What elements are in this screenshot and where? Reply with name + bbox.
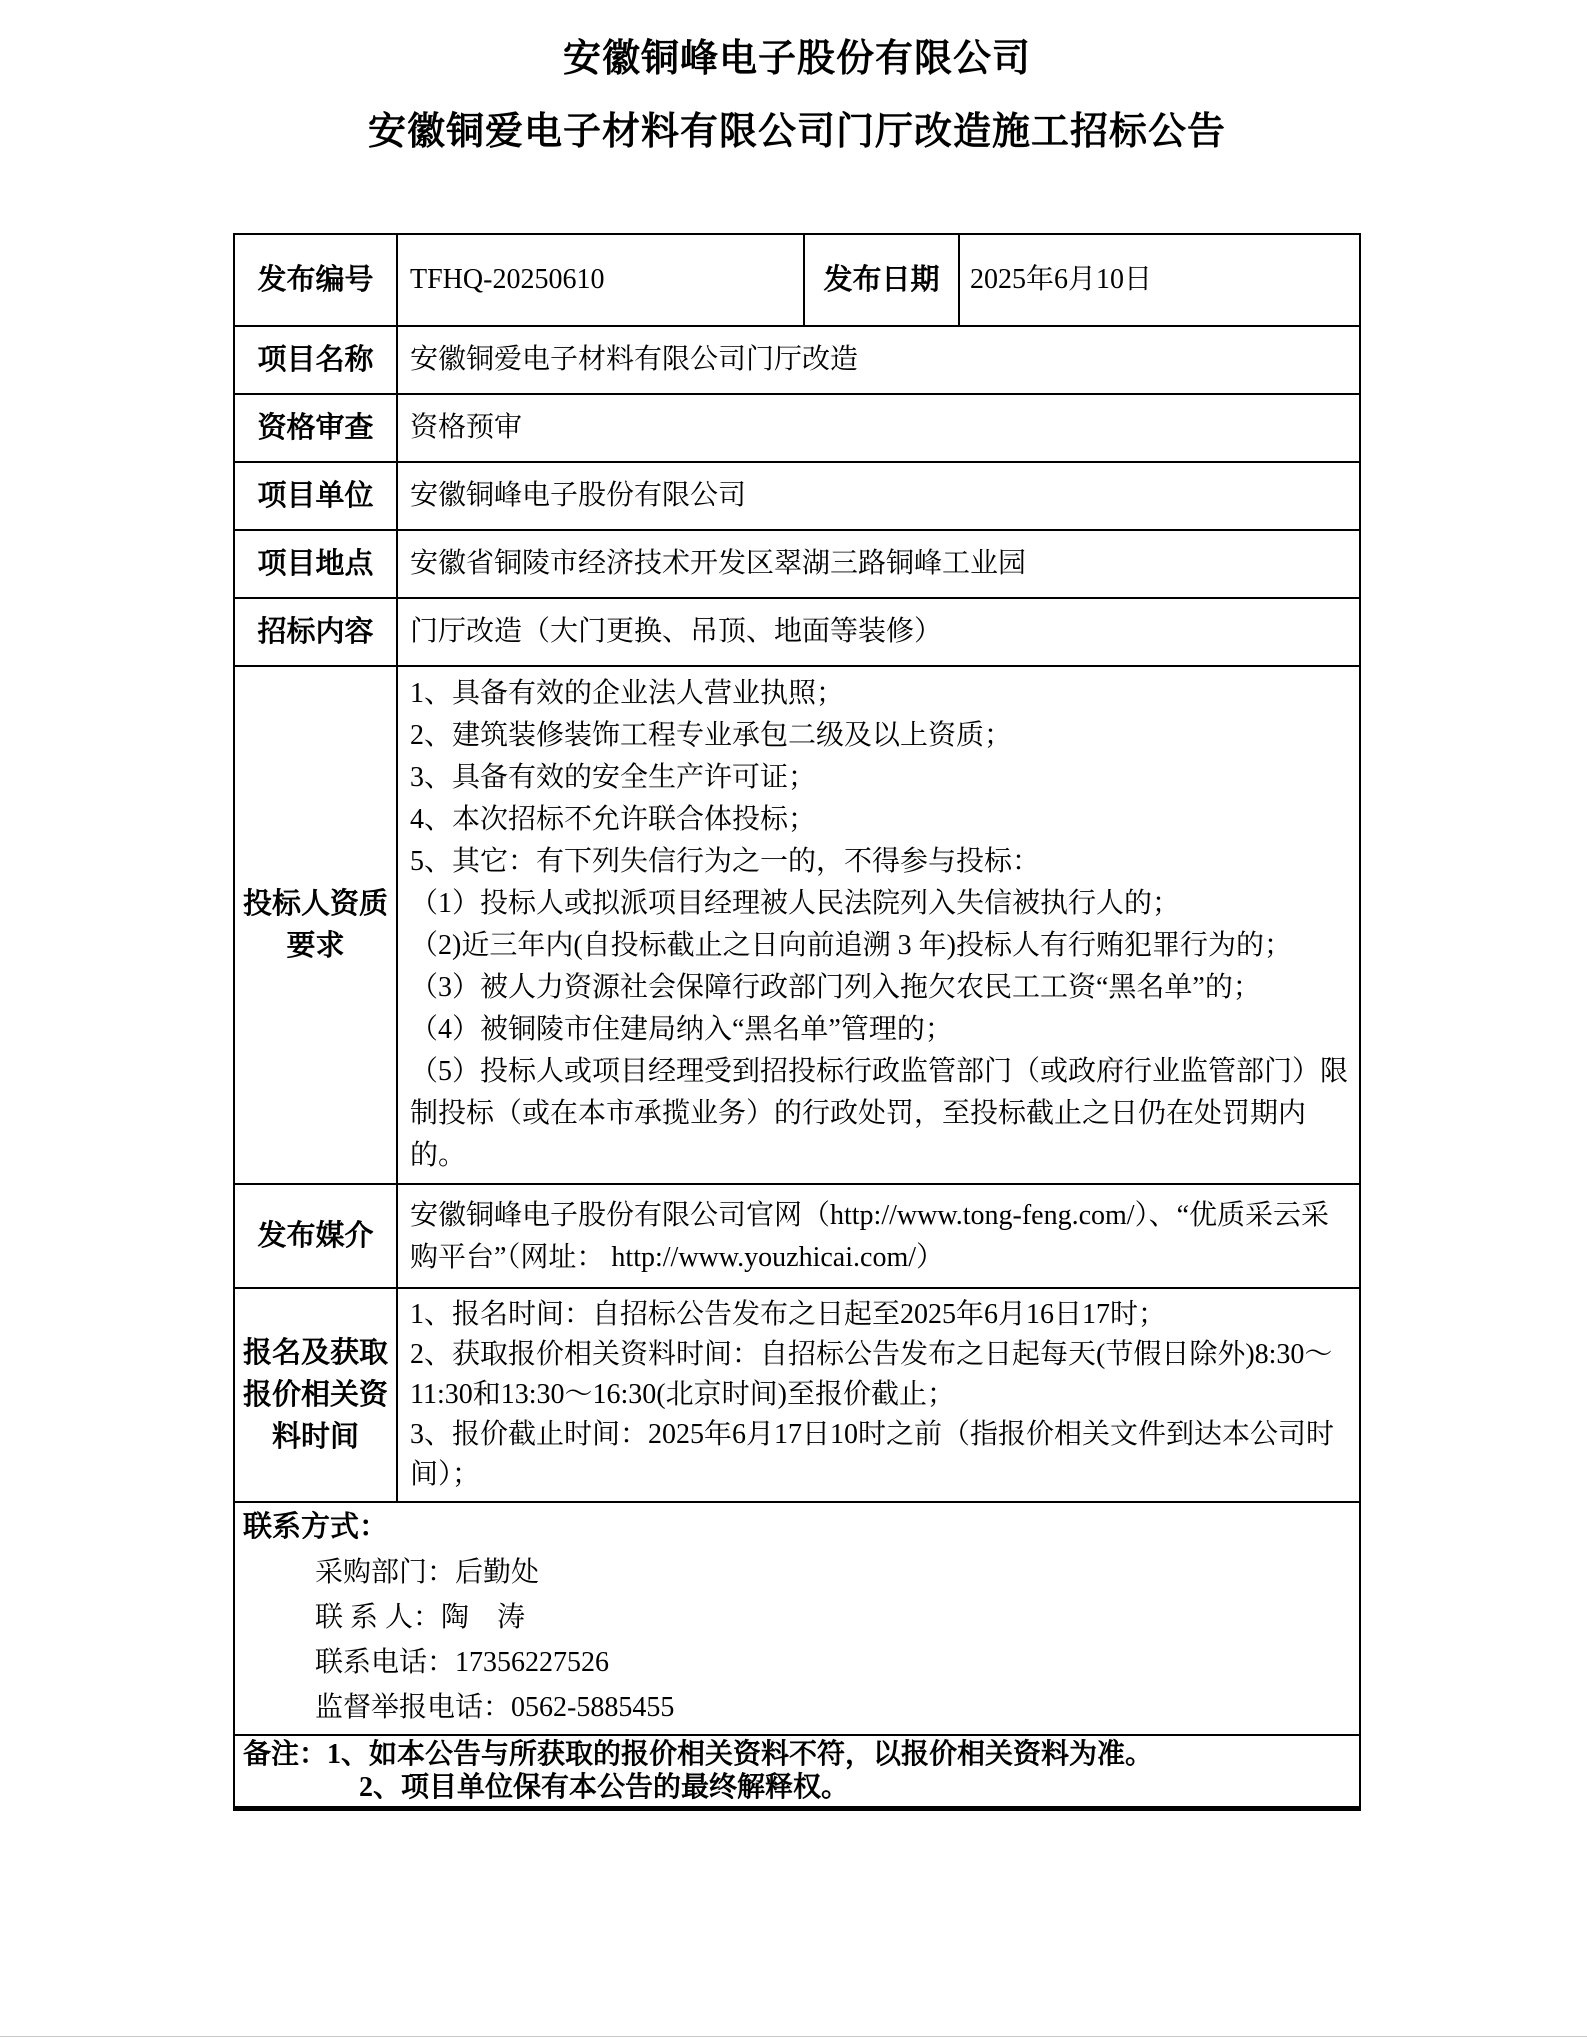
qualification-item: （2)近三年内(自投标截止之日向前追溯 3 年)投标人有行贿犯罪行为的； (410, 929, 1292, 961)
company-title: 安徽铜峰电子股份有限公司 (562, 38, 1031, 80)
row-project-name (235, 325, 1359, 393)
project-unit-value: 安徽铜峰电子股份有限公司 (410, 479, 747, 511)
qualification-item: （5）投标人或项目经理受到招投标行政监管部门（或政府行业监管部门）限制投标（或在本市承揽业务）的行政处罚，至投标截止之日仍在处罚期内的。 (410, 1055, 1349, 1171)
row-publish (235, 235, 1359, 325)
row-remarks (235, 1734, 1359, 1806)
project-location-value: 安徽省铜陵市经济技术开发区翠湖三路铜峰工业园 (410, 547, 1027, 579)
publish-media-label: 发布媒介 (235, 1185, 398, 1287)
publish-media-value: 安徽铜峰电子股份有限公司官网（http://www.tong-feng.com/）、“优质采云采购平台”（网址： http://www.youzhicai.com/） (410, 1199, 1330, 1273)
qualification-item: 3、具备有效的安全生产许可证； (410, 761, 817, 793)
contact-person: 联 系 人：陶 涛 (315, 1601, 526, 1633)
tender-content-label: 招标内容 (235, 599, 398, 665)
publish-date-value: 2025年6月10日 (970, 263, 1153, 295)
row-publish-media (235, 1183, 1359, 1287)
remarks-line-2: 2、项目单位保有本公告的最终解释权。 (359, 1771, 850, 1803)
row-project-location (235, 529, 1359, 597)
publish-no-value: TFHQ-20250610 (410, 263, 605, 295)
contact-department: 采购部门：后勤处 (315, 1556, 540, 1588)
publish-media-value-wrap (398, 1185, 1359, 1287)
document-content (233, 0, 1361, 1811)
row-contact (235, 1501, 1359, 1734)
qualification-item: 5、其它：有下列失信行为之一的，不得参与投标： (410, 845, 1041, 877)
tender-table (233, 233, 1361, 1811)
bidder-qualification-label: 投标人资质要求 (235, 667, 398, 1183)
schedule-item: 3、报价截止时间：2025年6月17日10时之前（指报价相关文件到达本公司时间）； (410, 1418, 1335, 1490)
project-location-label: 项目地点 (235, 531, 398, 597)
schedule-item: 2、获取报价相关资料时间：自招标公告发布之日起每天(节假日除外)8:30～11:30和13:30～16:30(北京时间)至报价截止； (410, 1338, 1333, 1410)
qualification-review-value: 资格预审 (410, 411, 523, 443)
project-unit-label: 项目单位 (235, 463, 398, 529)
contact-phone: 联系电话：17356227526 (315, 1646, 610, 1678)
window-bottom-edge (0, 2036, 1587, 2037)
publish-no-label: 发布编号 (235, 235, 398, 325)
row-tender-content (235, 597, 1359, 665)
contact-report-phone: 监督举报电话：0562-5885455 (315, 1691, 675, 1723)
project-name-value: 安徽铜爱电子材料有限公司门厅改造 (410, 343, 859, 375)
qualification-item: （1）投标人或拟派项目经理被人民法院列入失信被执行人的； (410, 887, 1181, 919)
row-bidder-qualification (235, 665, 1359, 1183)
bidder-qualification-items (398, 667, 1359, 1183)
publish-date-label: 发布日期 (803, 235, 960, 325)
announcement-title: 安徽铜爱电子材料有限公司门厅改造施工招标公告 (367, 110, 1226, 153)
qualification-item: 2、建筑装修装饰工程专业承包二级及以上资质； (410, 719, 1013, 751)
schedule-label: 报名及获取报价相关资料时间 (235, 1289, 398, 1501)
row-project-unit (235, 461, 1359, 529)
project-name-label: 项目名称 (235, 327, 398, 393)
qualification-item: 4、本次招标不允许联合体投标； (410, 803, 817, 835)
qualification-item: 1、具备有效的企业法人营业执照； (410, 677, 845, 709)
qualification-item: （3）被人力资源社会保障行政部门列入拖欠农民工工资“黑名单”的； (410, 971, 1261, 1003)
schedule-item: 1、报名时间：自招标公告发布之日起至2025年6月16日17时； (410, 1298, 1167, 1330)
schedule-items (398, 1289, 1359, 1501)
remarks-line-1: 备注：1、如本公告与所获取的报价相关资料不符，以报价相关资料为准。 (243, 1738, 1154, 1770)
remarks-block (235, 1736, 1359, 1806)
qualification-review-label: 资格审查 (235, 395, 398, 461)
contact-heading: 联系方式： (243, 1510, 389, 1543)
contact-block (235, 1503, 1359, 1734)
tender-content-value: 门厅改造（大门更换、吊顶、地面等装修） (410, 615, 943, 647)
row-schedule (235, 1287, 1359, 1501)
row-qualification-review (235, 393, 1359, 461)
qualification-item: （4）被铜陵市住建局纳入“黑名单”管理的； (410, 1013, 953, 1045)
